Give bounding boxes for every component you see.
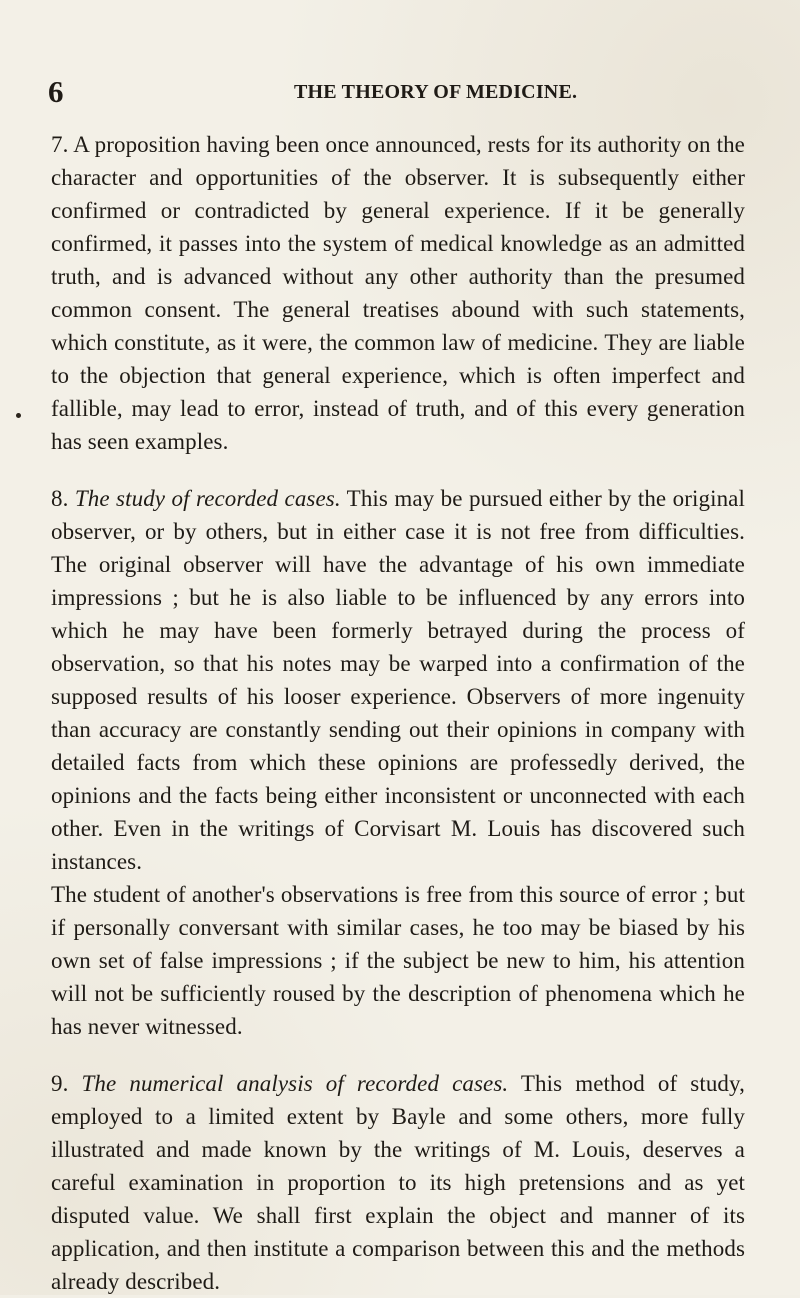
paragraph-number-8: 8.: [51, 486, 69, 511]
paragraph-text-9: This method of study, employed to a limited extent by Bayle and some others, more fully illustrated and made known by the writings of M. Louis, deserves a careful examination in proportion to its high pretensions and as yet disputed value. We shall first explain the object and manner of its application, and then institute a comparison between this and the methods already described.: [51, 1071, 745, 1294]
page-header: [48, 75, 760, 109]
paragraph-number-7: 7.: [51, 132, 69, 157]
paragraph-7: [51, 128, 745, 458]
paragraph-9: [51, 1067, 745, 1298]
page-number: 6: [48, 74, 64, 109]
paragraph-text-8-continued: The student of another's observations is free from this source of error ; but if personally conversant with similar cases, he too may be biased by his own set of false impressions ; if the subject be new to him, his attention will not be sufficiently roused by the description of phenomena which he has never witnessed.: [51, 882, 745, 1039]
paragraph-title-9: The numerical analysis of recorded cases.: [81, 1071, 509, 1096]
paragraph-number-9: 9.: [51, 1071, 69, 1096]
margin-mark: [16, 413, 21, 418]
running-head: THE THEORY OF MEDICINE.: [294, 81, 578, 103]
paragraph-text-8: This may be pursued either by the original observer, or by others, but in either case it is not free from difficulties. The original observer will have the advantage of his own immediate impressions ; but he is also liable to be influenced by any errors into which he may have been formerly betrayed during the process of observation, so that his notes may be warped into a confirmation of the supposed results of his looser experience. Observers of more ingenuity than accuracy are constantly sending out their opinions in company with detailed facts from which these opinions are professedly derived, the opinions and the facts being either inconsistent or unconnected with each other. Even in the writings of Corvisart M. Louis has discovered such instances.: [51, 486, 745, 874]
body-text: [51, 128, 745, 1298]
paragraph-8: [51, 482, 745, 878]
paragraph-title-8: The study of recorded cases.: [74, 486, 341, 511]
paragraph-8-continued: [51, 878, 745, 1043]
paragraph-text-7: A proposition having been once announced, rests for its authority on the character and opportunities of the observer. It is subsequently either confirmed or contradicted by general experience. If it be generally confirmed, it passes into the system of medical knowledge as an admitted truth, and is advanced without any other authority than the presumed common consent. The general treatises abound with such statements, which constitute, as it were, the common law of medicine. They are liable to the objection that general experience, which is often imperfect and fallible, may lead to error, instead of truth, and of this every generation has seen examples.: [51, 132, 745, 454]
